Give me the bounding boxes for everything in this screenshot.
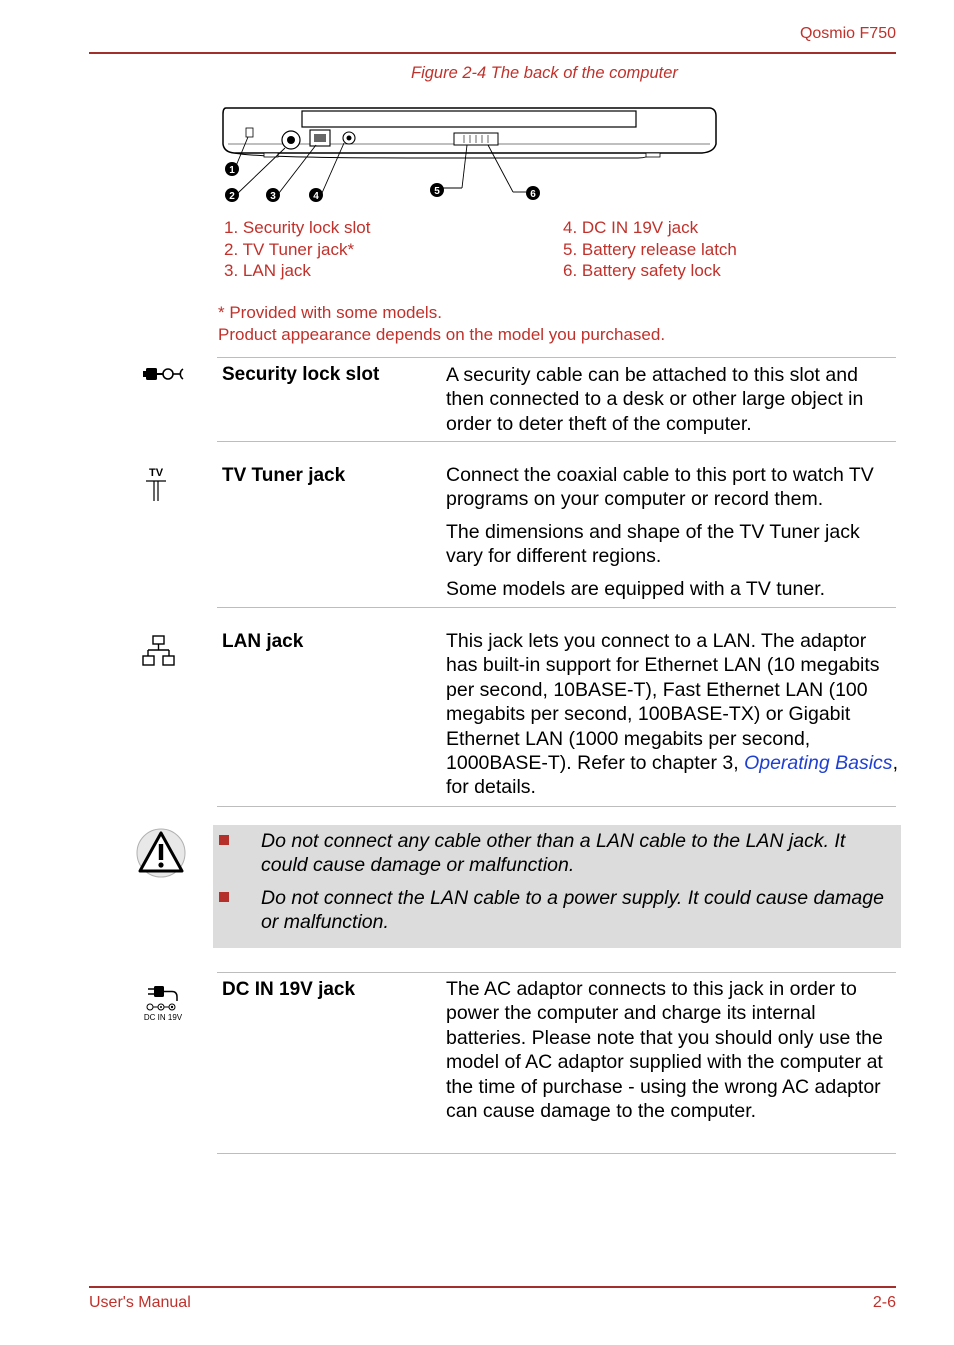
svg-text:1: 1 [229,165,235,176]
table-rule [217,972,896,973]
callout-4 [309,188,323,202]
footer-rule [89,1286,896,1288]
desc-lan-jack: This jack lets you connect to a LAN. The adaptor has built-in support for Ethernet LAN (10 megabits per second, 10BASE-T), Fast Ethernet LAN (100 megabits per second, 100BASE-TX) or Gigabit Ethernet LAN (1000 megabits per second, 1000BASE-T). Refer to chapter 3, Operating Basics, for details. [446,630,898,799]
svg-text:DC IN 19V: DC IN 19V [143,1013,183,1022]
legend-item: 2. TV Tuner jack* [224,239,355,259]
legend-item: 5. Battery release latch [563,239,737,259]
computer-back-figure [218,100,723,205]
tv-tuner-icon [142,465,170,503]
note-line: Product appearance depends on the model you purchased. [218,325,666,344]
desc-tv-tuner-jack: Connect the coaxial cable to this port to watch TV programs on your computer or record them. The dimensions and shape of the TV Tuner jack vary for different regions. Some models are equipped with a TV tuner. [446,464,874,600]
legend-item: 6. Battery safety lock [563,261,721,281]
figure-legend-left [224,217,370,282]
bullet-icon [219,835,229,845]
svg-text:2: 2 [229,191,235,202]
svg-text:4: 4 [313,191,319,202]
warning-item: Do not connect the LAN cable to a power supply. It could cause damage or malfunction. [261,887,884,934]
warning-item: Do not connect any cable other than a LAN cable to the LAN jack. It could cause damage or malfunction. [261,830,846,877]
lan-network-icon [142,634,176,668]
operating-basics-link[interactable]: Operating Basics [744,752,893,775]
svg-text:3: 3 [270,191,276,202]
svg-text:6: 6 [530,189,536,200]
legend-item: 1. Security lock slot [224,218,371,237]
footer-manual-title: User's Manual [89,1294,191,1311]
callout-2 [225,188,239,202]
callout-1 [225,162,239,176]
term-tv-tuner-jack: TV Tuner jack [222,465,346,486]
callout-5 [430,183,444,197]
term-security-lock-slot: Security lock slot [222,364,380,385]
figure-notes [218,302,665,346]
footer-page-number: 2-6 [872,1294,896,1311]
term-dc-in-19v-jack: DC IN 19V jack [222,979,356,1000]
callout-3 [266,188,280,202]
table-rule [217,806,896,807]
table-rule [217,441,896,442]
bullet-icon [219,892,229,902]
warning-box [213,825,901,948]
callout-6 [526,186,540,200]
header-product-name: Qosmio F750 [799,25,896,42]
security-lock-icon [142,365,186,383]
warning-triangle-icon [136,828,186,878]
table-rule [217,607,896,608]
term-lan-jack: LAN jack [222,631,304,652]
svg-text:TV: TV [148,467,164,479]
figure-legend-right [563,217,737,282]
figure-caption: Figure 2-4 The back of the computer [411,64,678,82]
table-rule [217,1153,896,1154]
legend-item: 4. DC IN 19V jack [563,218,699,237]
desc-dc-in-19v-jack: The AC adaptor connects to this jack in order to power the computer and charge its internal batteries. Please note that you should only use the model of AC adaptor supplied with the computer at the time of purchase - using the wrong AC adaptor can cause damage to the computer. [446,978,883,1123]
desc-security-lock-slot: A security cable can be attached to this slot and then connected to a desk or other large object in order to deter theft of the computer. [446,364,864,435]
header-rule [89,52,896,54]
table-rule [217,357,896,358]
svg-text:5: 5 [434,186,440,197]
dc-in-power-icon [140,982,188,1024]
legend-item: 3. LAN jack [224,261,311,281]
note-line: * Provided with some models. [218,303,442,322]
